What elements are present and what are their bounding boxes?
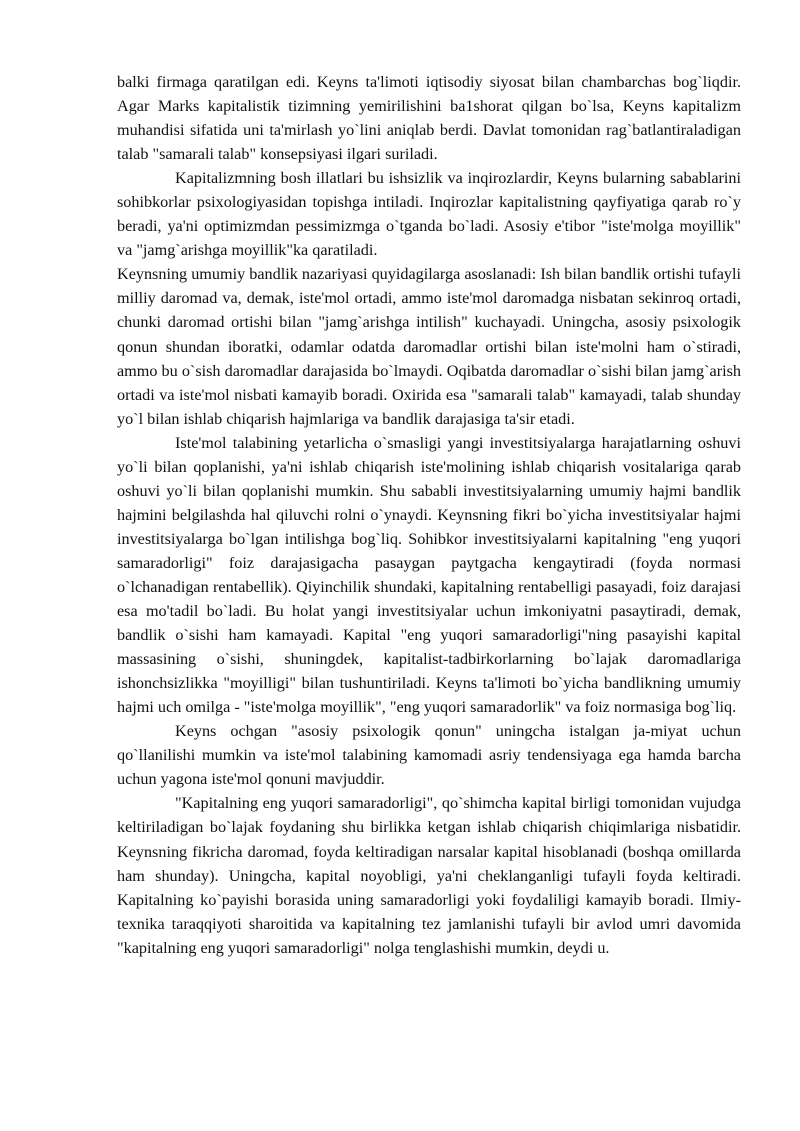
paragraph-5: Keyns ochgan "asosiy psixologik qonun" uningcha istalgan ja-miyat uchun qo`llanilishi mumkin va iste'mol talabining kamomadi asriy tendensiyaga ega hamda barcha uchun yagona iste'mol qonuni mavjuddir. [117, 722, 741, 789]
paragraph-6: "Kapitalning eng yuqori samaradorligi", qo`shimcha kapital birligi tomonidan vujudga keltiriladigan bo`lajak foydaning shu birlikka ketgan ishlab chiqarish chiqimlariga nisbatidir. Keynsning fikricha daromad, foyda keltiradigan narsalar kapital hisoblanadi (boshqa omillarda ham shunday). Uningcha, kapital noyobligi, ya'ni cheklanganligi tufayli foyda keltiradi. Kapitalning ko`payishi borasida uning samaradorligi yoki foydaliligi kamayib boradi. Ilmiy-texnika taraqqiyoti sharoitida va kapitalning tez jamlanishi tufayli bir avlod umri davomida "kapitalning eng yuqori samaradorligi" nolga tenglashishi mumkin, deydi u. [117, 794, 741, 957]
paragraph-4: Iste'mol talabining yetarlicha o`smasligi yangi investitsiyalarga harajatlarning oshuvi yo`li bilan qoplanishi, ya'ni ishlab chiqarish iste'molining ishlab chiqarish vositalariga qarab oshuvi yo`li bilan qoplanishi mumkin. Shu sababli investitsiyalarning umumiy hajmi bandlik hajmini belgilashda hal qiluvchi rolni o`ynaydi. Keynsning fikri bo`yicha investitsiyalar hajmi investitsiyalarga bo`lgan intilishga bog`liq. Sohibkor investitsiyalarni kapitalning "eng yuqori samaradorligi" foiz darajasigacha pasaygan paytgacha kengaytiradi (foyda normasi o`lchanadigan rentabellik). Qiyinchilik shundaki, kapitalning rentabelligi pasayadi, foiz darajasi esa mo'tadil bo`ladi. Bu holat yangi investitsiyalar uchun imkoniyatni pasaytiradi, demak, bandlik o`sishi ham kamayadi. Kapital "eng yuqori samaradorligi"ning pasayishi kapital massasining o`sishi, shuningdek, kapitalist-tadbirkorlarning bo`lajak daromadlariga ishonchsizlikka "moyilligi" bilan tushuntiriladi. Keyns ta'limoti bo`yicha bandlikning umumiy hajmi uch omilga - "iste'molga moyillik", "eng yuqori samaradorlik" va foiz normasiga bog`liq. [117, 433, 741, 717]
paragraph-3: Keynsning umumiy bandlik nazariyasi quyidagilarga asoslanadi: Ish bilan bandlik ortishi tufayli milliy daromad va, demak, iste'mol ortadi, ammo iste'mol daromadga nisbatan sekinroq ortadi, chunki daromad ortishi bilan "jamg`arishga intilish" kuchayadi. Uningcha, asosiy psixologik qonun shundan iboratki, odamlar odatda daromadlar ortishi bilan iste'molni ham o`stiradi, ammo bu o`sish daromadlar darajasida bo`lmaydi. Oqibatda daromadlar o`sishi bilan jamg`arish ortadi va iste'mol nisbati kamayib boradi. Oxirida esa "samarali talab" kamayadi, talab shunday yo`l bilan ishlab chiqarish hajmlariga va bandlik darajasiga ta'sir etadi. [117, 265, 741, 428]
paragraph-1: balki firmaga qaratilgan edi. Keyns ta'limoti iqtisodiy siyosat bilan chambarchas bog`liqdir. Agar Marks kapitalistik tizimning yemirilishini ba1shorat qilgan bo`lsa, Keyns kapitalizm muhandisi sifatida uni ta'mirlash yo`lini aniqlab berdi. Davlat tomonidan rag`batlantiraladigan talab "samarali talab" konsepsiyasi ilgari suriladi. [117, 73, 741, 164]
paragraph-2: Kapitalizmning bosh illatlari bu ishsizlik va inqirozlardir, Keyns bularning sabablarini sohibkorlar psixologiyasidan topishga intiladi. Inqirozlar kapitalistning qayfiyatiga qarab ro`y beradi, ya'ni optimizmdan pessimizmga o`tganda bo`ladi. Asosiy e'tibor "iste'molga moyillik" va "jamg`arishga moyillik"ka qaratiladi. [117, 169, 741, 260]
document-page [117, 70, 741, 960]
